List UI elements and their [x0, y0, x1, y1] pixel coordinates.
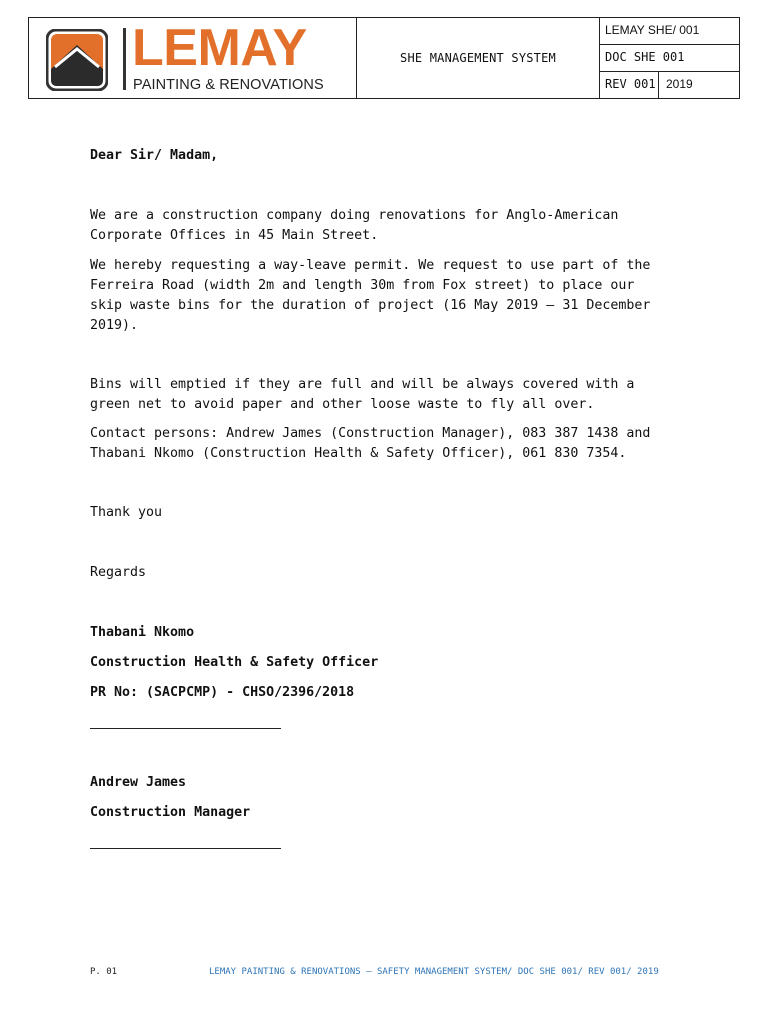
- logo-divider: [123, 28, 126, 90]
- paragraph-contacts: Contact persons: Andrew James (Construction Manager), 083 387 1438 and Thabani Nkomo (Construction Health & Safety Officer), 061 830 7354.: [90, 426, 651, 461]
- document-header: [28, 17, 740, 99]
- signature-line-2: [90, 848, 281, 849]
- closing-regards: Regards: [90, 565, 147, 580]
- signature-line-1: [90, 728, 281, 729]
- paragraph-intro: We are a construction company doing renovations for Anglo-American Corporate Offices in 45 Main Street.: [90, 208, 619, 243]
- signatory-2-name: Andrew James: [90, 775, 187, 790]
- footer-text: LEMAY PAINTING & RENOVATIONS – SAFETY MANAGEMENT SYSTEM/ DOC SHE 001/ REV 001/ 2019: [209, 967, 659, 977]
- paragraph-bins: Bins will emptied if they are full and will be always covered with a green net to avoid paper and other loose waste to fly all over.: [90, 377, 635, 412]
- doc-code: DOC SHE 001: [605, 50, 685, 64]
- system-title: SHE MANAGEMENT SYSTEM: [356, 17, 600, 99]
- logo-cell: [28, 17, 356, 99]
- revision-year: 2019: [658, 72, 693, 98]
- page-number: P. 01: [90, 967, 118, 977]
- revision: REV 001: [605, 77, 656, 91]
- signatory-2-title: Construction Manager: [90, 805, 251, 820]
- document-meta: [600, 17, 740, 99]
- doc-ref: LEMAY SHE/ 001: [605, 23, 700, 37]
- signatory-1-name: Thabani Nkomo: [90, 625, 195, 640]
- logo-wordmark: LEMAY: [132, 19, 307, 77]
- signatory-1-registration: PR No: (SACPCMP) - CHSO/2396/2018: [90, 685, 355, 700]
- signatory-1-title: Construction Health & Safety Officer: [90, 655, 379, 670]
- closing-thanks: Thank you: [90, 505, 163, 520]
- logo-tagline: PAINTING & RENOVATIONS: [133, 77, 324, 93]
- house-roof-logo-icon: [46, 29, 108, 91]
- paragraph-request: We hereby requesting a way-leave permit. We request to use part of the Ferreira Road (width 2m and length 30m from Fox street) to place our skip waste bins for the duration of project (16 May 2019 – 31 December 2019).: [90, 258, 651, 333]
- salutation: Dear Sir/ Madam,: [90, 148, 219, 163]
